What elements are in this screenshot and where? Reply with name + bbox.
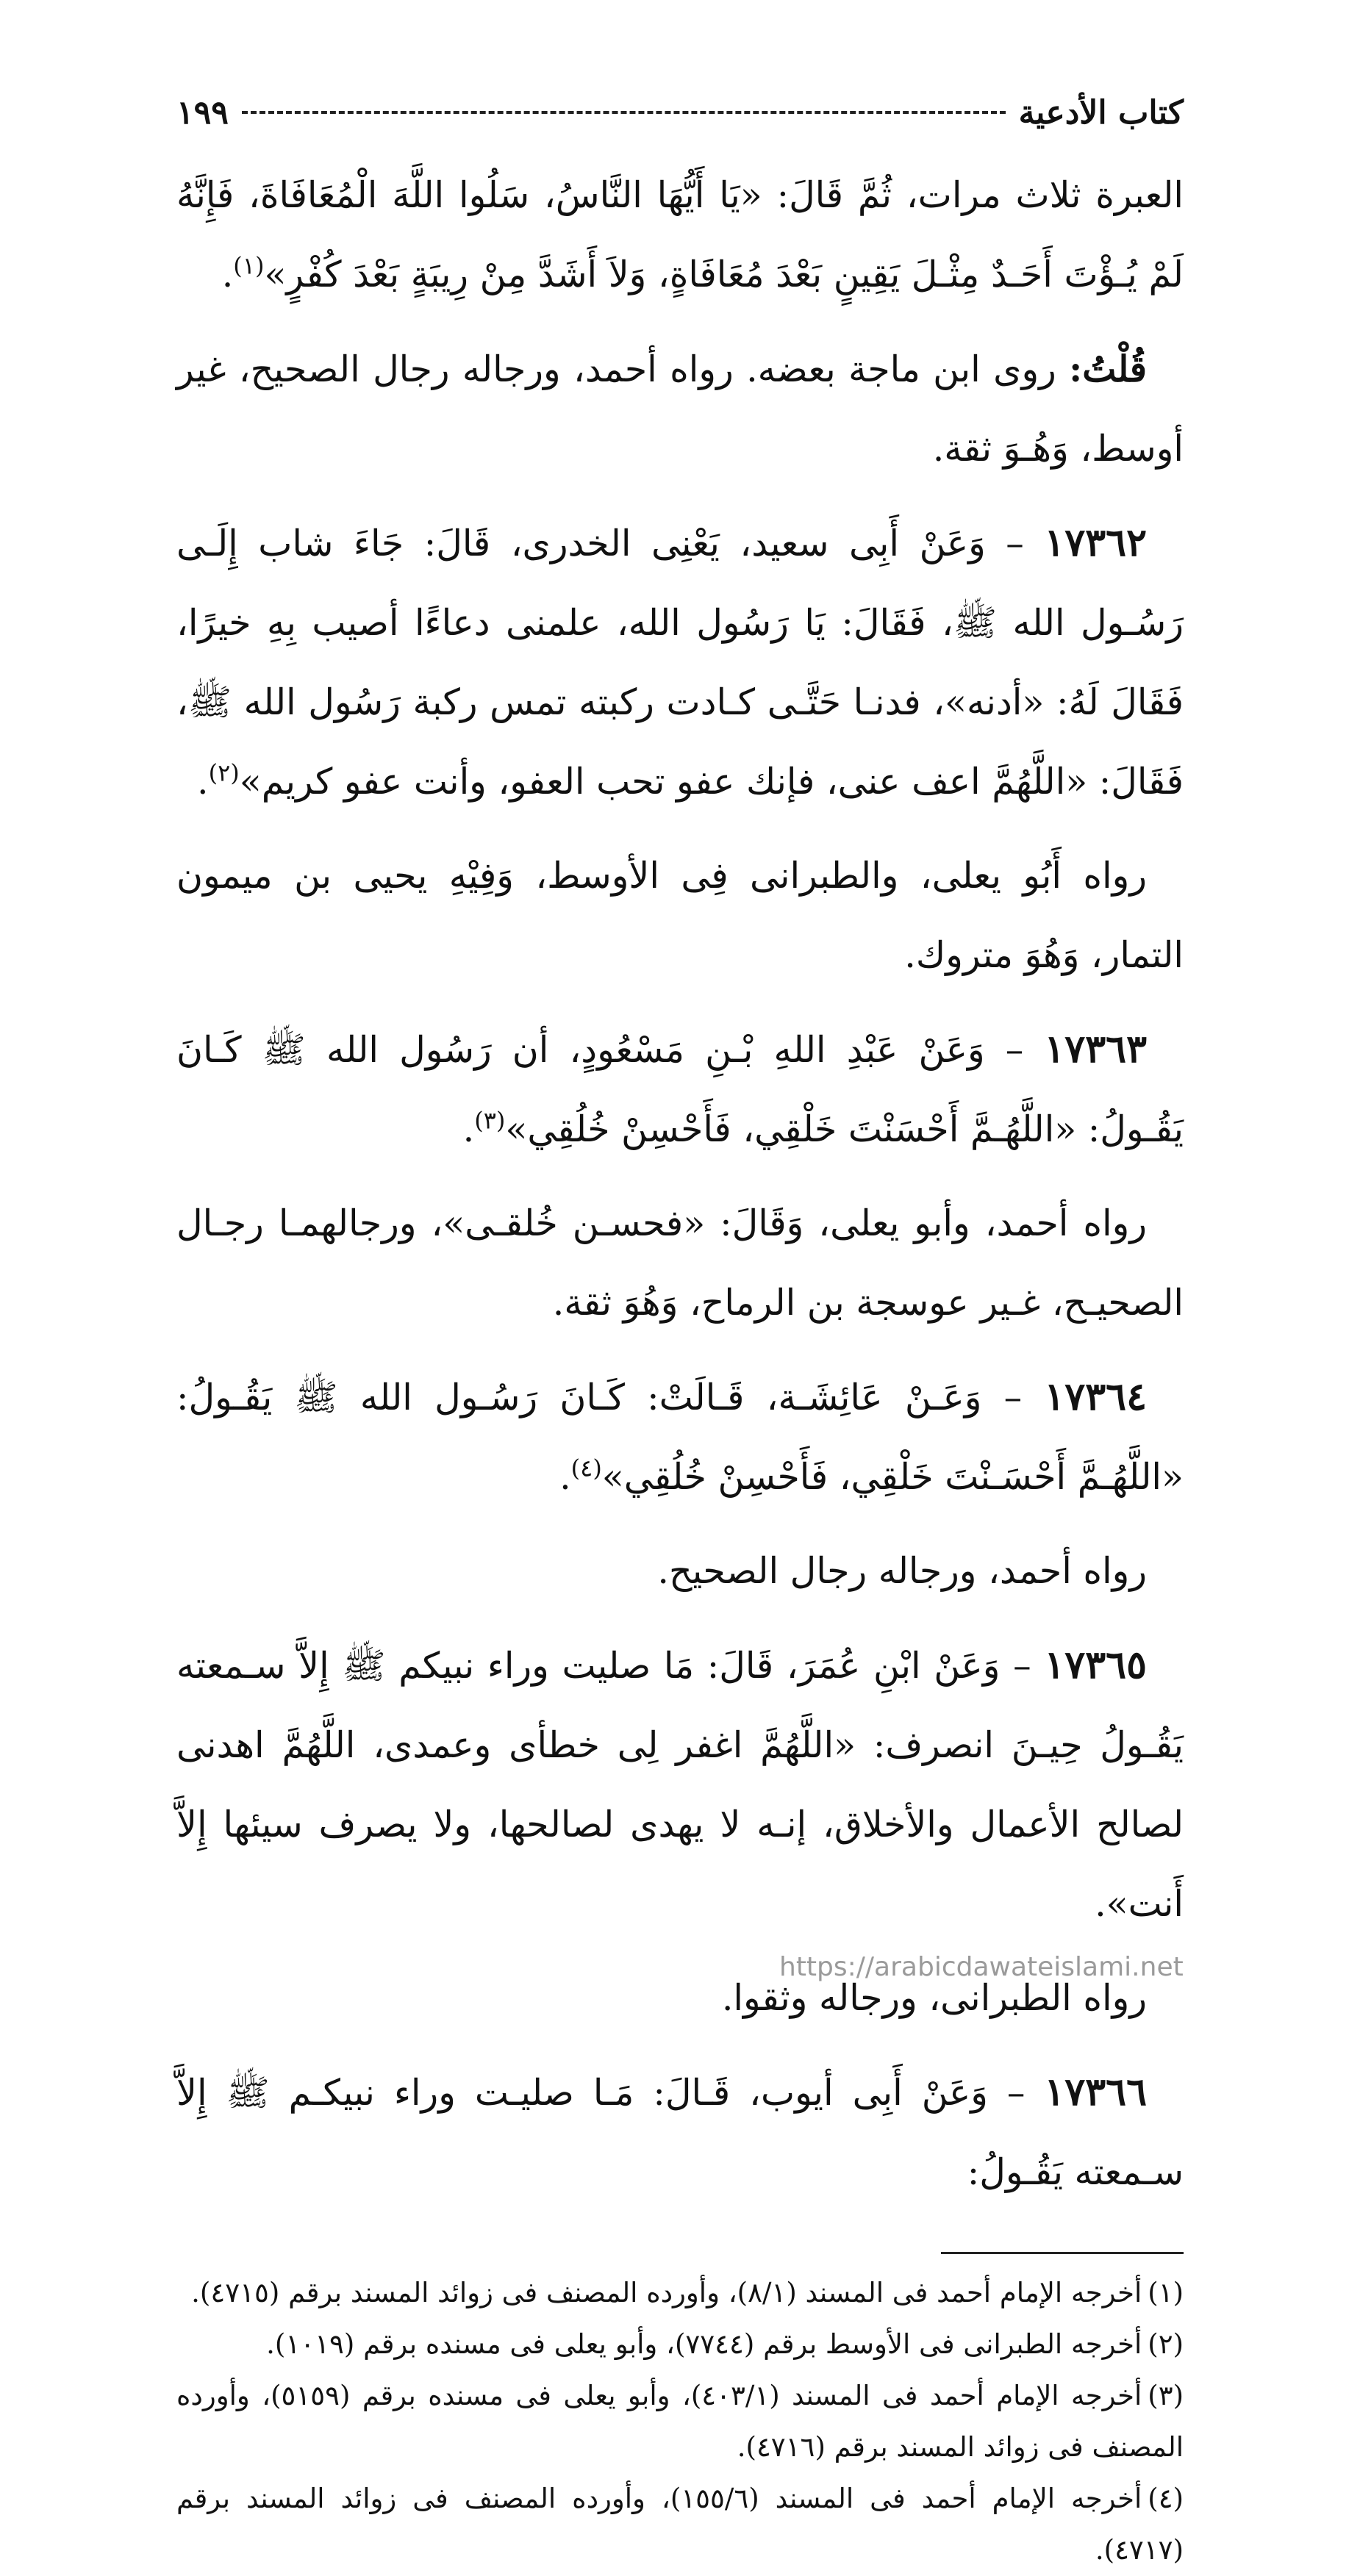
hadith-number: ١٧٣٦٥ <box>1044 1643 1147 1687</box>
footnote-reference: (٢) <box>208 758 240 787</box>
footnote <box>176 2370 1184 2473</box>
footnote <box>176 2473 1184 2576</box>
footnote-text: أخرجه الإمام أحمد فى المسند (٨/١)، وأورده المصنف فى زوائد المسند برقم (٤٧١٥). <box>191 2277 1142 2308</box>
hadith-number: ١٧٣٦٣ <box>1044 1027 1147 1072</box>
main-text <box>176 156 1184 2212</box>
paragraph-text: – وَعَنْ أَبِى أيوب، قَـالَ: مَـا صليـت وراء نبيكـم ﷺ إِلاَّ سـمعته يَقُـولُ: <box>176 2072 1184 2193</box>
paragraph <box>176 1184 1184 1343</box>
paragraph-end: . <box>197 761 209 803</box>
hadith-number: ١٧٣٦٢ <box>1044 520 1147 565</box>
footnote-label: (٤) <box>1148 2483 1184 2514</box>
paragraph <box>176 156 1184 315</box>
paragraph-text: العبرة ثلاث مرات، ثُمَّ قَالَ: «يَا أَيُّهَا النَّاسُ، سَلُوا اللَّهَ الْمُعَافَاةَ، فَإِنَّهُ لَمْ يُـؤْتَ أَحَـدٌ مِثْـلَ يَقِينٍ بَعْدَ مُعَافَاةٍ، وَلاَ أَشَدَّ مِنْ رِيبَةٍ بَعْدَ كُفْرٍ» <box>176 174 1184 295</box>
hadith-number: ١٧٣٦٦ <box>1044 2070 1147 2114</box>
paragraph <box>176 329 1184 489</box>
footnote-label: (٣) <box>1148 2380 1184 2411</box>
paragraph-lead: قُلْتُ: <box>1069 348 1147 390</box>
footnote-reference: (١) <box>233 251 265 280</box>
running-header <box>176 87 1184 138</box>
paragraph <box>176 836 1184 995</box>
footnote <box>176 2319 1184 2370</box>
paragraph-text: – وَعَنْ أَبِى سعيد، يَعْنِى الخدرى، قَالَ: جَاءَ شاب إِلَـى رَسُـول الله ﷺ، فَقَالَ: يَا رَسُول الله، علمنى دعاءًا أصيب بِهِ خيرًا، فَقَالَ لَهُ: «أدنه»، فدنـا حَتَّـى كـادت ركبته تمس ركبة رَسُول الله ﷺ، فَقَالَ: «اللَّهُمَّ اعف عنى، فإنك عفو تحب العفو، وأنت عفو كريم» <box>176 523 1184 803</box>
footnotes <box>176 2267 1184 2576</box>
paragraph-end: . <box>221 254 234 295</box>
footnote-reference: (٤) <box>570 1454 602 1482</box>
paragraph-text: رواه أحمد، وأبو يعلى، وَقَالَ: «فحسـن خُلقـى»، ورجالهمـا رجـال الصحيـح، غـير عوسجة بن الرماح، وَهُوَ ثقة. <box>176 1202 1184 1324</box>
footnote <box>176 2267 1184 2319</box>
hadith-paragraph <box>176 1626 1184 1944</box>
book-title: كتاب الأدعية <box>1018 93 1184 132</box>
paragraph-end: . <box>559 1456 571 1498</box>
paragraph-text: رواه الطبرانى، ورجاله وثقوا. <box>721 1977 1147 2019</box>
footnote-label: (٢) <box>1148 2328 1184 2360</box>
paragraph-text: رواه أحمد، ورجاله رجال الصحيح. <box>657 1550 1147 1592</box>
hadith-paragraph <box>176 503 1184 822</box>
footnote-text: أخرجه الإمام أحمد فى المسند (١٥٥/٦)، وأورده المصنف فى زوائد المسند برقم (٤٧١٧). <box>176 2483 1184 2566</box>
paragraph-text: – وَعَـنْ عَائِشَـة، قَـالَتْ: كَـانَ رَسُـول الله ﷺ يَقُـولُ: «اللَّهُـمَّ أَحْسَـنْتَ خَلْقِي، فَأَحْسِنْ خُلُقِي» <box>176 1377 1184 1498</box>
footnote-divider <box>941 2252 1184 2254</box>
hadith-paragraph <box>176 1010 1184 1169</box>
paragraph <box>176 1532 1184 1611</box>
paragraph-text: – وَعَنْ ابْنِ عُمَرَ، قَالَ: مَا صليت وراء نبيكم ﷺ إِلاَّ سـمعته يَقُـولُ حِيـنَ انصرف: «اللَّهُمَّ اغفر لِى خطأى وعمدى، اللَّهُمَّ اهدنى لصالح الأعمال والأخلاق، إنـه لا يهدى لصالحها، ولا يصرف سيئها إِلاَّ أَنت». <box>176 1645 1184 1925</box>
paragraph-end: . <box>462 1108 475 1150</box>
hadith-number: ١٧٣٦٤ <box>1044 1374 1147 1419</box>
watermark-url: https://arabicdawateislami.net <box>779 1952 1184 1982</box>
page-number: ١٩٩ <box>176 93 229 132</box>
hadith-paragraph <box>176 1357 1184 1517</box>
footnote-reference: (٣) <box>474 1106 506 1135</box>
paragraph-text: رواه أَبُو يعلى، والطبرانى فِى الأوسط، وَفِيْهِ يحيى بن ميمون التمار، وَهُوَ متروك. <box>176 855 1184 976</box>
footnote-text: أخرجه الطبرانى فى الأوسط برقم (٧٧٤٤)، وأبو يعلى فى مسنده برقم (١٠١٩). <box>266 2328 1142 2360</box>
paragraph-text: روى ابن ماجة بعضه. رواه أحمد، ورجاله رجال الصحيح، غير أوسط، وَهُـوَ ثقة. <box>176 348 1184 470</box>
footnote-label: (١) <box>1148 2277 1184 2308</box>
hadith-paragraph <box>176 2053 1184 2212</box>
paragraph-text: – وَعَنْ عَبْدِ اللهِ بْـنِ مَسْعُودٍ، أن رَسُول الله ﷺ كَـانَ يَقُـولُ: «اللَّهُـمَّ أَحْسَنْتَ خَلْقِي، فَأَحْسِنْ خُلُقِي» <box>176 1029 1184 1150</box>
header-divider <box>242 111 1006 114</box>
footnote-text: أخرجه الإمام أحمد فى المسند (٤٠٣/١)، وأبو يعلى فى مسنده برقم (٥١٥٩)، وأورده المصنف فى زوائد المسند برقم (٤٧١٦). <box>176 2380 1184 2463</box>
